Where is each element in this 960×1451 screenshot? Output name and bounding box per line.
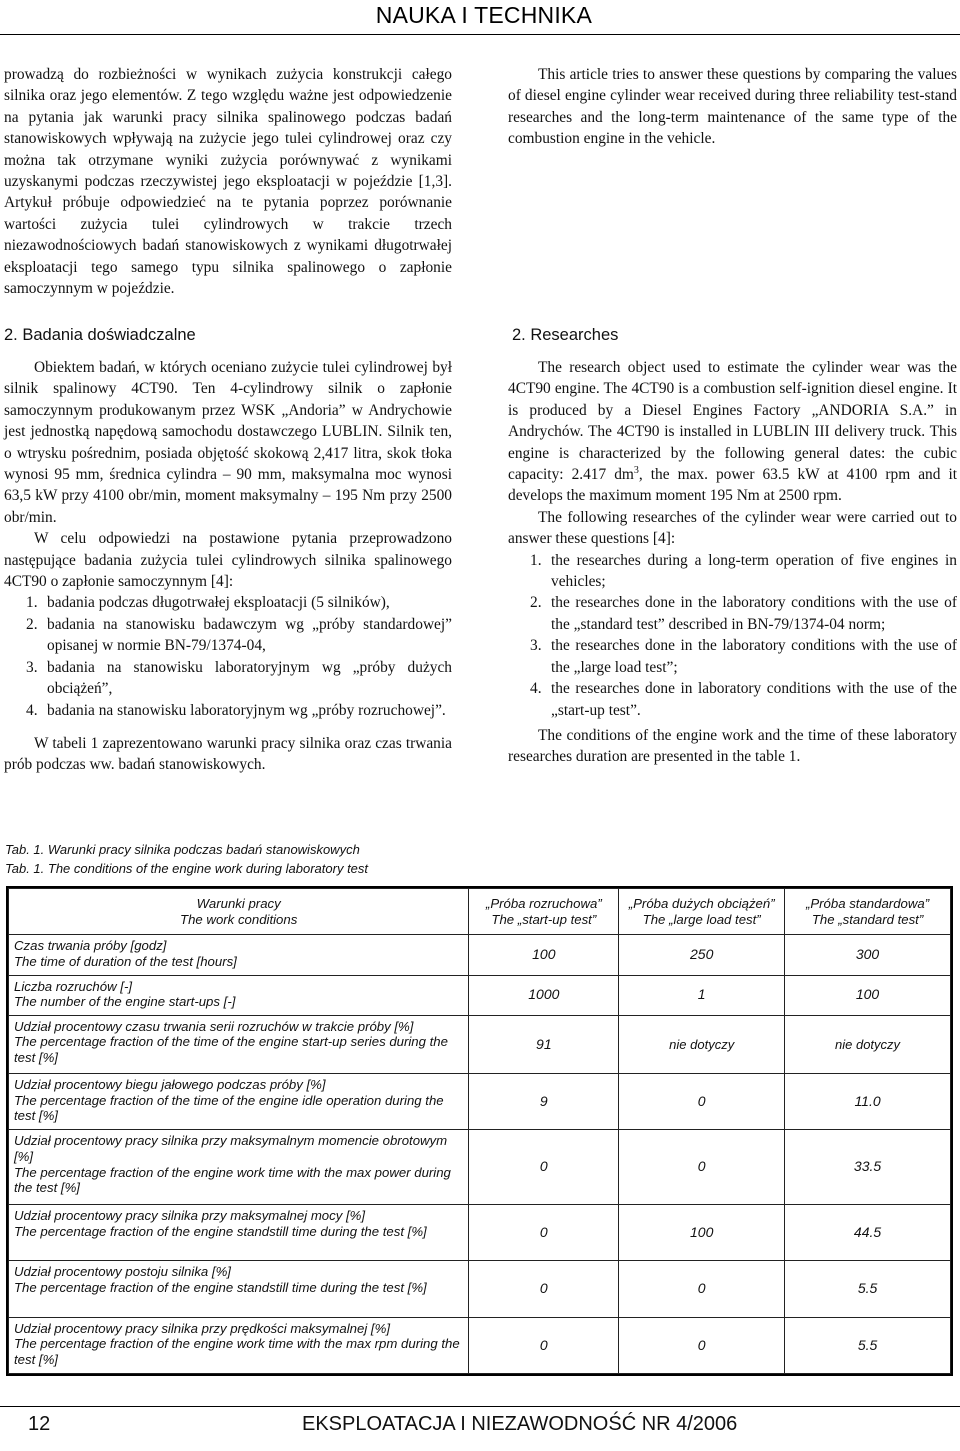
right-list [508,550,957,721]
table-cell: 0 [619,1130,785,1204]
list-item: 4. badania na stanowisku laboratoryjnym wg „próby rozruchowej”. [26,701,446,719]
table-row [9,1261,951,1317]
table-cell: 100 [785,975,951,1015]
table-cell: 250 [619,935,785,975]
column-header: „Próba dużych obciążeń” The „large load test” [619,889,785,935]
table-row [9,1204,951,1260]
right-paragraph: The following researches of the cylinder wear were carried out to answer these questions [4]: [508,508,957,548]
list-item: 1. badania podczas długotrwałej eksploatacji (5 silników), [26,594,390,612]
list-item: 3. badania na stanowisku laboratoryjnym wg „próby dużych obciążeń”, [26,658,452,698]
row-label: Udział procentowy postoju silnika [%] The percentage fraction of the engine standstill time during the test [%] [9,1261,469,1317]
table-cell: 33.5 [785,1130,951,1204]
table-cell: 11.0 [785,1074,951,1130]
right-section-body [508,357,957,768]
left-section-body [4,357,452,776]
table-caption-en: Tab. 1. The conditions of the engine work during laboratory test [5,861,369,876]
table-row [9,935,951,975]
footer-divider [0,1406,960,1407]
table-cell: 1000 [469,975,619,1015]
row-label: Udział procentowy pracy silnika przy prędkości maksymalnej [%] The percentage fraction of the engine work time with the max rpm during the test [%] [9,1317,469,1373]
row-label: Liczba rozruchów [-] The number of the engine start-ups [-] [9,975,469,1015]
table-cell: 91 [469,1015,619,1073]
row-label: Udział procentowy pracy silnika przy maksymalnej mocy [%] The percentage fraction of the engine standstill time during the test [%] [9,1204,469,1260]
section-title: NAUKA I TECHNIKA [375,2,592,28]
page-header [0,0,960,35]
row-label: Udział procentowy pracy silnika przy maksymalnym momencie obrotowym [%] The percentage fraction of the engine work time with the max power during the test [%] [9,1130,469,1204]
row-label: Udział procentowy czasu trwania serii rozruchów w trakcie próby [%] The percentage fraction of the time of the engine start-up series during the test [%] [9,1015,469,1073]
table-cell: 0 [619,1074,785,1130]
table-cell: 0 [469,1261,619,1317]
table-cell: nie dotyczy [619,1015,785,1073]
list-item: 1. the researches during a long-term operation of five engines in vehicles; [530,551,957,591]
table-cell: 44.5 [785,1204,951,1260]
table-row [9,1130,951,1204]
table-row [9,975,951,1015]
page-number: 12 [28,1413,51,1435]
column-header: Warunki pracy The work conditions [9,889,469,935]
list-item: 3. the researches done in the laboratory conditions with the use of the „large load test”; [530,637,957,676]
column-header: „Próba standardowa” The „standard test” [785,889,951,935]
table-caption-pl: Tab. 1. Warunki pracy silnika podczas badań stanowiskowych [5,842,360,857]
row-label: Udział procentowy biegu jałowego podczas próby [%] The percentage fraction of the time of the engine idle operation during the test [%] [9,1074,469,1130]
column-header: „Próba rozruchowa” The „start-up test” [469,889,619,935]
conditions-table [6,886,953,1376]
right-paragraph: The conditions of the engine work and the time of these laboratory researches duration are presented in the table 1. [508,726,957,766]
right-paragraph: The research object used to estimate the cylinder wear was the 4CT90 engine. The 4CT90 is a combustion self-ignition diesel engine. It is produced by a Diesel Engines Factory „ANDORIA S.A.” in Andrychów. The 4CT90 is installed in LUBLIN III delivery truck. This engine is characterized by the following general dates: the cubic capacity: 2.417 $dm^3$, the max. power 63.5 kW at 4100 rpm and it develops the maximum moment 195 Nm at 2500 rpm. [508,359,957,505]
list-item: 2. badania na stanowisku badawczym wg „próby standardowej” opisanej w normie BN-79/1374-04, [26,615,452,655]
table-row [9,1015,951,1073]
list-item: 4. the researches done in laboratory conditions with the use of the „start-up test”. [530,680,957,719]
journal-name: EKSPLOATACJA I NIEZAWODNOŚĆ NR 4/2006 [302,1413,738,1435]
table-cell: 0 [469,1204,619,1260]
right-intro [508,64,957,150]
table-cell: 100 [469,935,619,975]
table-cell: nie dotyczy [785,1015,951,1073]
left-paragraph: W celu odpowiedzi na postawione pytania przeprowadzono następujące badania zużycia tulei cylindrowych silnika spalinowego 4CT90 o zapłonie samoczynnym [4]: [4,530,452,591]
right-intro-text: This article tries to answer these questions by comparing the values of diesel engine cylinder wear received during three reliability test-stand researches and the long-term maintenance of the same type of the combustion engine in the vehicle. [508,66,957,148]
table-caption [5,840,368,878]
table [8,888,951,1374]
left-intro-text: prowadzą do rozbieżności w wynikach zużycia konstrukcji całego silnika oraz jego elementów. Z tego względu ważne jest odpowiedzenie na pytania jak warunki pracy silnika spalinowego podczas badań stanowiskowych wpływają na zużycie jego tulei cylindrowej oraz czy można tak otrzymane wyniki zużycia porównywać z wynikami uzyskanymi podczas rzeczywistej jego eksploatacji w pojeździe [1,3]. Artykuł próbuje odpowiedzieć na te pytania poprzez porównanie wartości zużycia tulei cylindrowych w trakcie trzech niezawodnościowych badań stanowiskowych z wynikami długotrwałej eksploatacji tego samego typu silnika spalinowego o zapłonie samoczynnym w pojeździe. [4,66,452,298]
row-label: Czas trwania próby [godz] The time of duration of the test [hours] [9,935,469,975]
table-cell: 0 [619,1261,785,1317]
table-cell: 0 [619,1317,785,1373]
left-section-heading: 2. Badania doświadczalne [4,326,196,344]
left-intro [4,64,452,299]
left-list [4,592,452,720]
table-cell: 5.5 [785,1261,951,1317]
table-row [9,1317,951,1373]
table-cell: 300 [785,935,951,975]
table-cell: 1 [619,975,785,1015]
table-cell: 100 [619,1204,785,1260]
table-row [9,1074,951,1130]
list-item: 2. the researches done in the laboratory conditions with the use of the „standard test” described in BN-79/1374-04 norm; [530,594,957,633]
left-paragraph: W tabeli 1 zaprezentowano warunki pracy silnika oraz czas trwania prób podczas ww. badań stanowiskowych. [4,734,452,774]
table-cell: 5.5 [785,1317,951,1373]
table-cell: 9 [469,1074,619,1130]
table-cell: 0 [469,1130,619,1204]
table-header-row [9,889,951,935]
table-cell: 0 [469,1317,619,1373]
right-section-heading: 2. Researches [512,326,619,344]
left-paragraph: Obiektem badań, w których oceniano zużycie tulei cylindrowej był silnik spalinowy 4CT90. Ten 4-cylindrowy silnik o zapłonie samoczynnym produkowanym przez WSK „Andoria” w Andrychowie jest jednostką napędową samochodu dostawczego LUBLIN. Silnik ten, o wtrysku pośrednim, posiada objętość skokową 2,417 litra, skok tłoka wynosi 95 mm, średnica cylindra – 90 mm, maksymalna moc wynosi 63,5 kW przy 4100 obr/min, moment maksymalny – 195 Nm przy 2500 obr/min. [4,359,452,526]
